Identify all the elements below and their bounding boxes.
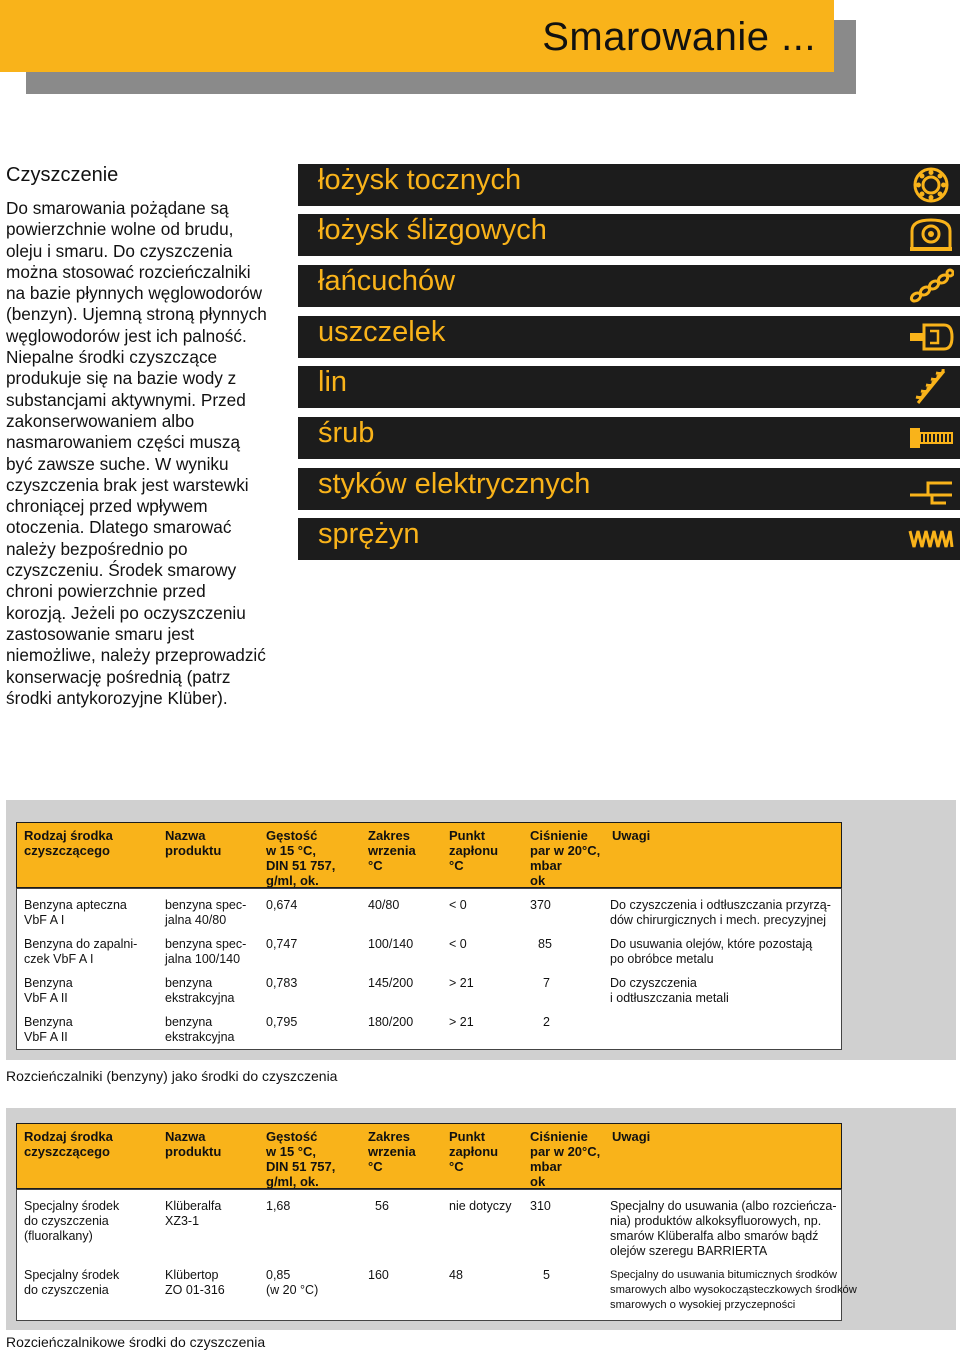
table1-caption: Rozcieńczalniki (benzyny) jako środki do czyszczenia — [6, 1068, 338, 1084]
cell-density: 1,68 — [266, 1199, 291, 1213]
chain-icon — [908, 268, 954, 304]
rolling-bearing-icon — [908, 167, 954, 203]
cell-flash: nie dotyczy — [449, 1199, 512, 1213]
cell-notes: Do usuwania olejów, które pozostają po obróbce metalu — [610, 937, 813, 966]
col-type-header: Rodzaj środka czyszczącego — [24, 828, 113, 858]
cell-type: Benzyna do zapalni- czek VbF A I — [24, 937, 138, 966]
col-flash-header: Punkt zapłonu °C — [449, 828, 499, 873]
cell-density: 0,85 (w 20 °C) — [266, 1268, 319, 1297]
cell-name: benzyna ekstrakcyjna — [165, 976, 235, 1005]
cell-pressure: 310 — [530, 1199, 551, 1213]
col-name-header: Nazwa produktu — [165, 1129, 222, 1159]
cell-boil: 160 — [368, 1268, 389, 1282]
band-label: łańcuchów — [318, 265, 456, 297]
col-density-header: Gęstość w 15 °C, DIN 51 757, g/ml, ok. — [266, 828, 336, 888]
cell-type: Specjalny środek do czyszczenia (fluoralkany) — [24, 1199, 120, 1243]
cell-density: 0,747 — [266, 937, 298, 951]
table2-header — [16, 1123, 842, 1189]
electrical-contact-icon — [908, 471, 954, 507]
col-flash-header: Punkt zapłonu °C — [449, 1129, 499, 1174]
rope-icon — [908, 369, 954, 405]
cell-density: 0,783 — [266, 976, 298, 990]
col-notes-header: Uwagi — [612, 828, 651, 843]
band-ropes — [298, 366, 960, 408]
cell-pressure: 370 — [530, 898, 551, 912]
cell-boil: 180/200 — [368, 1015, 414, 1029]
col-pressure-header: Ciśnienie par w 20°C, mbar ok — [530, 1129, 601, 1189]
band-label: łożysk tocznych — [318, 164, 522, 196]
screw-icon — [908, 420, 954, 456]
cell-pressure: 5 — [543, 1268, 550, 1282]
cell-boil: 40/80 — [368, 898, 400, 912]
cell-type: Benzyna VbF A II — [24, 976, 73, 1005]
cell-name: benzyna spec- jalna 100/140 — [165, 937, 247, 966]
band-label: uszczelek — [318, 316, 446, 348]
col-boil-header: Zakres wrzenia °C — [368, 1129, 416, 1174]
cell-notes: Do czyszczenia i odtłuszczania przyrzą- dów chirurgicznych i mech. precyzyjnej — [610, 898, 831, 927]
cell-flash: > 21 — [449, 1015, 474, 1029]
band-label: styków elektrycznych — [318, 468, 591, 500]
col-type-header: Rodzaj środka czyszczącego — [24, 1129, 113, 1159]
cell-flash: < 0 — [449, 898, 467, 912]
cell-boil: 145/200 — [368, 976, 414, 990]
cell-type: Benzyna VbF A II — [24, 1015, 73, 1044]
col-boil-header: Zakres wrzenia °C — [368, 828, 416, 873]
section-body-text: Do smarowania pożądane są powierzchnie wolne od brudu, oleju i smaru. Do czyszczenia można stosować rozcieńczalniki na bazie płynnych węglowodorów (benzyn). Ujemną stroną płynnych węglowodorów jest ich palność. Niepalne środki czyszczące produkuje się na bazie wody z substancjami aktywnymi. Przed zakonserwowaniem albo nasmarowaniem części muszą być zawsze suche. W wyniku czyszczenia brak jest warstewki chroniącej przed wpływem otoczenia. Dlatego smarować należy bezpośrednio po czyszczeniu. Środek smarowy chroni powierzchnie przed korozją. Jeżeli po oczyszczeniu zastosowanie smaru jest niemożliwe, należy przeprowadzić konserwację pośrednią (patrz środki antykorozyjne Klüber). — [6, 198, 267, 708]
band-label: lin — [318, 366, 348, 398]
cell-boil: 56 — [375, 1199, 389, 1213]
band-label: sprężyn — [318, 518, 420, 550]
cell-name: benzyna ekstrakcyjna — [165, 1015, 235, 1044]
cell-boil: 100/140 — [368, 937, 414, 951]
col-density-header: Gęstość w 15 °C, DIN 51 757, g/ml, ok. — [266, 1129, 336, 1189]
cell-name: benzyna spec- jalna 40/80 — [165, 898, 247, 927]
cell-flash: > 21 — [449, 976, 474, 990]
cell-name: Klübertop ZO 01-316 — [165, 1268, 225, 1297]
cell-flash: 48 — [449, 1268, 463, 1282]
cell-pressure: 2 — [543, 1015, 550, 1029]
cell-name: Klüberalfa XZ3-1 — [165, 1199, 222, 1228]
cell-notes: Do czyszczenia i odtłuszczania metali — [610, 976, 729, 1005]
cell-pressure: 7 — [543, 976, 550, 990]
col-pressure-header: Ciśnienie par w 20°C, mbar ok — [530, 828, 601, 888]
plain-bearing-icon — [908, 217, 954, 253]
band-screws — [298, 417, 960, 459]
cell-notes: Specjalny do usuwania bitumicznych środków smarowych albo wysokocząsteczkowych środków smarowych o wysokiej przyczepności — [610, 1269, 857, 1311]
cell-type: Benzyna apteczna VbF A I — [24, 898, 127, 927]
spring-icon — [908, 521, 954, 557]
cell-flash: < 0 — [449, 937, 467, 951]
page-title: Smarowanie ... — [542, 15, 816, 59]
col-name-header: Nazwa produktu — [165, 828, 222, 858]
title-banner — [0, 0, 834, 72]
seal-icon — [908, 319, 954, 355]
table1-header — [16, 822, 842, 888]
band-label: śrub — [318, 417, 375, 449]
section-heading: Czyszczenie — [6, 164, 119, 186]
band-label: łożysk ślizgowych — [318, 214, 547, 246]
table2-caption: Rozcieńczalnikowe środki do czyszczenia — [6, 1334, 266, 1350]
cell-density: 0,795 — [266, 1015, 298, 1029]
col-notes-header: Uwagi — [612, 1129, 651, 1144]
cell-notes: Specjalny do usuwania (albo rozcieńcza- nia) produktów alkoksyfluorowych, np. smarów Klüberalfa albo smarów bądź olejów szeregu BARRIERTA — [610, 1199, 837, 1258]
cell-pressure: 85 — [538, 937, 552, 951]
cell-density: 0,674 — [266, 898, 298, 912]
cell-type: Specjalny środek do czyszczenia — [24, 1268, 120, 1297]
